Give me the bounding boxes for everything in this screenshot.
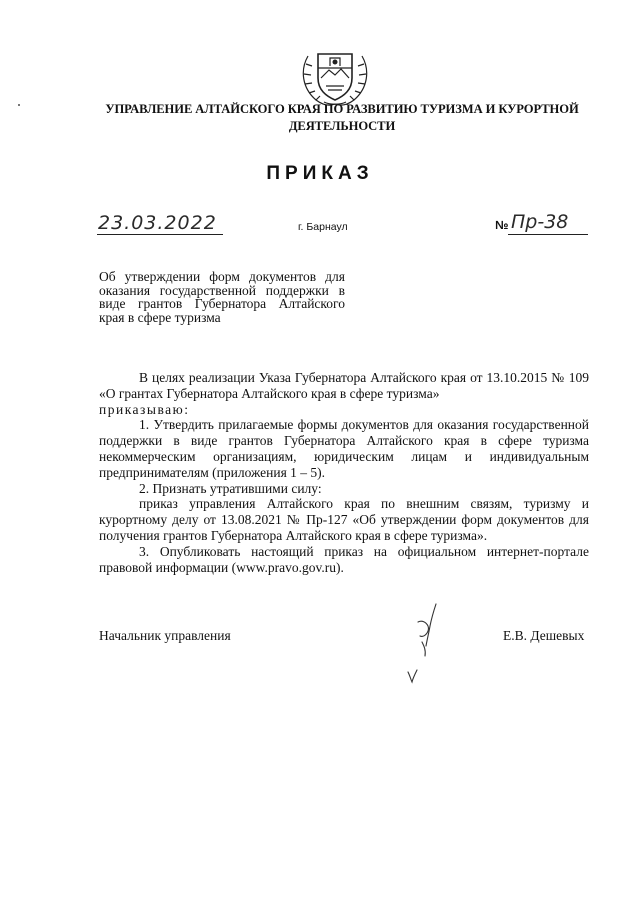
altai-coat-of-arms-icon xyxy=(294,44,376,108)
document-body xyxy=(99,370,589,575)
agency-name: УПРАВЛЕНИЕ АЛТАЙСКОГО КРАЯ ПО РАЗВИТИЮ ТУРИЗМА И КУРОРТНОЙ ДЕЯТЕЛЬНОСТИ xyxy=(105,102,579,133)
date-underline xyxy=(97,234,223,235)
body-item-1: 1. Утвердить прилагаемые формы документов для оказания государственной поддержки в виде грантов Губернатора Алтайского края в сфере туризма некоммерческим организациям, юридическим лицам и индивидуальным предпринимателям (приложения 1 – 5). xyxy=(99,417,589,480)
document-date: 23.03.2022 xyxy=(98,212,217,234)
body-item-3: 3. Опубликовать настоящий приказ на официальном интернет-портале правовой информации (www.pravo.gov.ru). xyxy=(99,543,589,575)
number-underline xyxy=(508,234,588,235)
body-intro: В целях реализации Указа Губернатора Алтайского края от 13.10.2015 № 109 «О грантах Губернатора Алтайского края в сфере туризма» xyxy=(99,370,589,401)
document-title: ПРИКАЗ xyxy=(266,163,374,184)
signer-role: Начальник управления xyxy=(99,628,231,643)
document-number: Пр-38 xyxy=(511,211,569,233)
body-item-2-text: приказ управления Алтайского края по внешним связям, туризму и курортному делу от 13.08.2021 № Пр-127 «Об утверждении форм документов для получения грантов Губернатора Алтайского края в сфере туризма». xyxy=(99,496,589,543)
handwritten-signature-icon xyxy=(396,600,446,685)
body-item-2: 2. Признать утратившими силу: xyxy=(139,480,322,496)
body-order-word: приказываю: xyxy=(99,401,190,417)
number-sign: № xyxy=(495,218,509,232)
document-city: г. Барнаул xyxy=(298,221,348,233)
signer-name: Е.В. Дешевых xyxy=(503,628,585,643)
document-subject: Об утверждении форм документов для оказания государственной поддержки в виде грантов Губернатора Алтайского края в сфере туризма xyxy=(99,269,345,325)
scan-speck xyxy=(18,104,20,106)
